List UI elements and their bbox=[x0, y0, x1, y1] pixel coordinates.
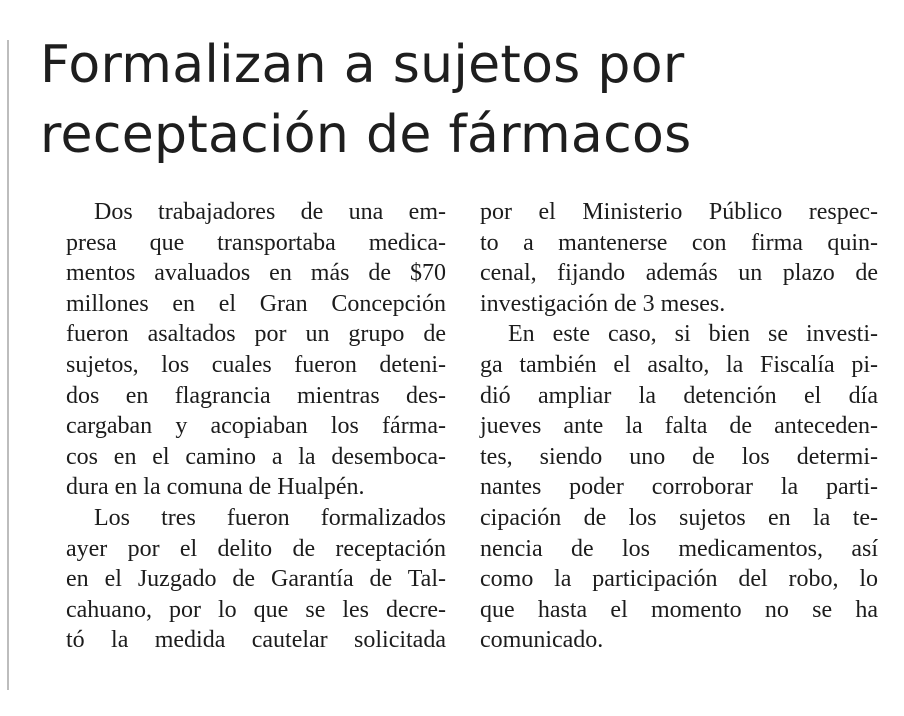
paragraph bbox=[480, 197, 878, 319]
right-column bbox=[480, 197, 878, 656]
text-line: tes, siendo uno de los determi- bbox=[480, 443, 878, 470]
text-line: jueves ante la falta de anteceden- bbox=[480, 413, 878, 440]
text-line: millones en el Gran Concepción bbox=[66, 290, 446, 317]
headline bbox=[40, 30, 890, 170]
text-line: nencia de los medicamentos, así bbox=[480, 535, 878, 562]
text-line: sujetos, los cuales fueron deteni- bbox=[66, 351, 446, 378]
text-line: cahuano, por lo que se les decre- bbox=[66, 596, 446, 623]
text-line: por el Ministerio Público respec- bbox=[480, 199, 878, 225]
text-line: tó la medida cautelar solicitada bbox=[66, 627, 446, 654]
headline-line: receptación de fármacos bbox=[40, 105, 692, 165]
text-line: que hasta el momento no se ha bbox=[480, 596, 878, 623]
text-line: Dos trabajadores de una em- bbox=[94, 199, 446, 225]
text-line: presa que transportaba medica- bbox=[66, 229, 446, 256]
text-line: ga también el asalto, la Fiscalía pi- bbox=[480, 351, 878, 378]
text-line: cenal, fijando además un plazo de bbox=[480, 260, 878, 287]
left-column bbox=[66, 197, 446, 656]
text-line: mentos avaluados en más de $70 bbox=[66, 260, 446, 287]
text-line: to a mantenerse con firma quin- bbox=[480, 229, 878, 256]
text-line: dura en la comuna de Hualpén. bbox=[66, 474, 365, 501]
paragraph bbox=[66, 503, 446, 656]
text-line: investigación de 3 meses. bbox=[480, 290, 726, 317]
text-line: dió ampliar la detención el día bbox=[480, 382, 878, 409]
text-line: Los tres fueron formalizados bbox=[94, 504, 446, 531]
text-line: cos en el camino a la desemboca- bbox=[66, 443, 446, 470]
text-line: cipación de los sujetos en la te- bbox=[480, 504, 878, 531]
text-line: fueron asaltados por un grupo de bbox=[66, 321, 446, 348]
text-line: como la participación del robo, lo bbox=[480, 566, 878, 593]
paragraph bbox=[66, 197, 446, 503]
text-line: dos en flagrancia mientras des- bbox=[66, 382, 446, 409]
text-line: En este caso, si bien se investi- bbox=[508, 321, 878, 348]
text-line: comunicado. bbox=[480, 627, 604, 654]
paragraph bbox=[480, 319, 878, 656]
text-line: ayer por el delito de receptación bbox=[66, 535, 446, 562]
text-line: en el Juzgado de Garantía de Tal- bbox=[66, 566, 446, 593]
text-line: cargaban y acopiaban los fárma- bbox=[66, 413, 446, 440]
column-rule bbox=[7, 40, 9, 690]
headline-line: Formalizan a sujetos por bbox=[40, 35, 685, 95]
text-line: nantes poder corroborar la parti- bbox=[480, 474, 878, 501]
